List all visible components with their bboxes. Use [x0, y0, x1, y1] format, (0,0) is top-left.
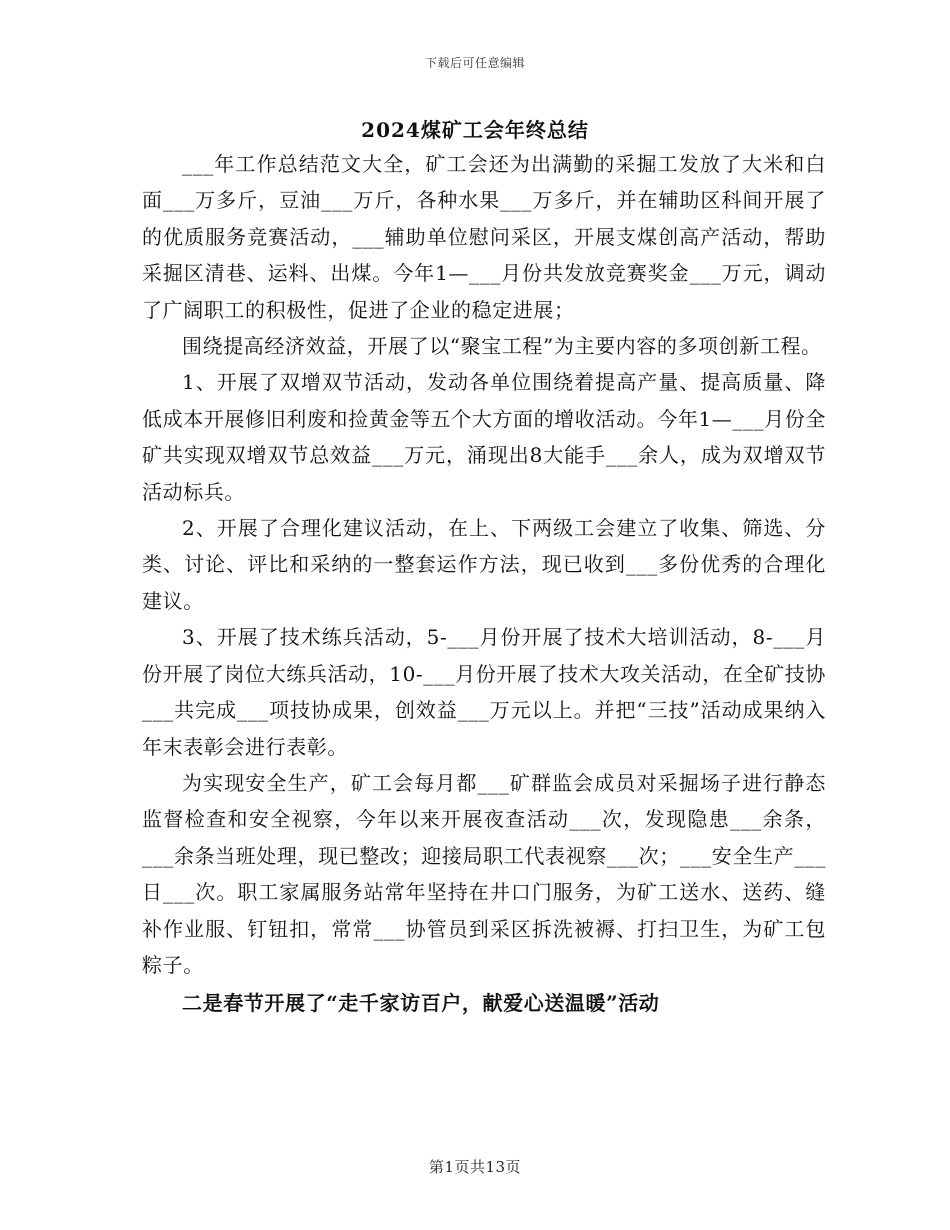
paragraph: 2、开展了合理化建议活动，在上、下两级工会建立了收集、筛选、分类、讨论、评比和采纳的一整套运作方法，现已收到___多份优秀的合理化建议。 [142, 516, 826, 613]
page-footer: 第1页共13页 [428, 1158, 522, 1176]
section-heading: 二是春节开展了“走千家访百户，献爱心送温暖”活动 [182, 991, 660, 1016]
paragraph: ___年工作总结范文大全，矿工会还为出满勤的采掘工发放了大米和白面___万多斤，豆油___万斤，各种水果___万多斤，并在辅助区科间开展了的优质服务竞赛活动，___辅助单位慰问采区，开展支煤创高产活动，帮助采掘区清巷、运料、出煤。今年1—___月份共发放竞赛奖金___万元，调动了广阔职工的积极性，促进了企业的稳定进展； [142, 152, 826, 322]
paragraph: 1、开展了双增双节活动，发动各单位围绕着提高产量、提高质量、降低成本开展修旧利废和捡黄金等五个大方面的增收活动。今年1—___月份全矿共实现双增双节总效益___万元，涌现出8大能手___余人，成为双增双节活动标兵。 [142, 370, 826, 504]
document-body [142, 146, 826, 1022]
document-title: 2024煤矿工会年终总结 [361, 118, 589, 142]
paragraph: 为实现安全生产，矿工会每月都___矿群监会成员对采掘场子进行静态监督检查和安全视察，今年以来开展夜查活动___次，发现隐患___余条，___余条当班处理，现已整改；迎接局职工代表视察___次；___安全生产___日___次。职工家属服务站常年坚持在井口门服务，为矿工送水、送药、缝补作业服、钉钮扣，常常___协管员到采区拆洗被褥、打扫卫生，为矿工包粽子。 [142, 770, 826, 977]
header-note: 下载后可任意编辑 [424, 56, 525, 70]
paragraph: 围绕提高经济效益，开展了以“聚宝工程”为主要内容的多项创新工程。 [182, 334, 822, 359]
paragraph: 3、开展了技术练兵活动，5-___月份开展了技术大培训活动，8-___月份开展了岗位大练兵活动，10-___月份开展了技术大攻关活动，在全矿技协___共完成___项技协成果，创效益___万元以上。并把“三技”活动成果纳入年末表彰会进行表彰。 [142, 625, 826, 759]
